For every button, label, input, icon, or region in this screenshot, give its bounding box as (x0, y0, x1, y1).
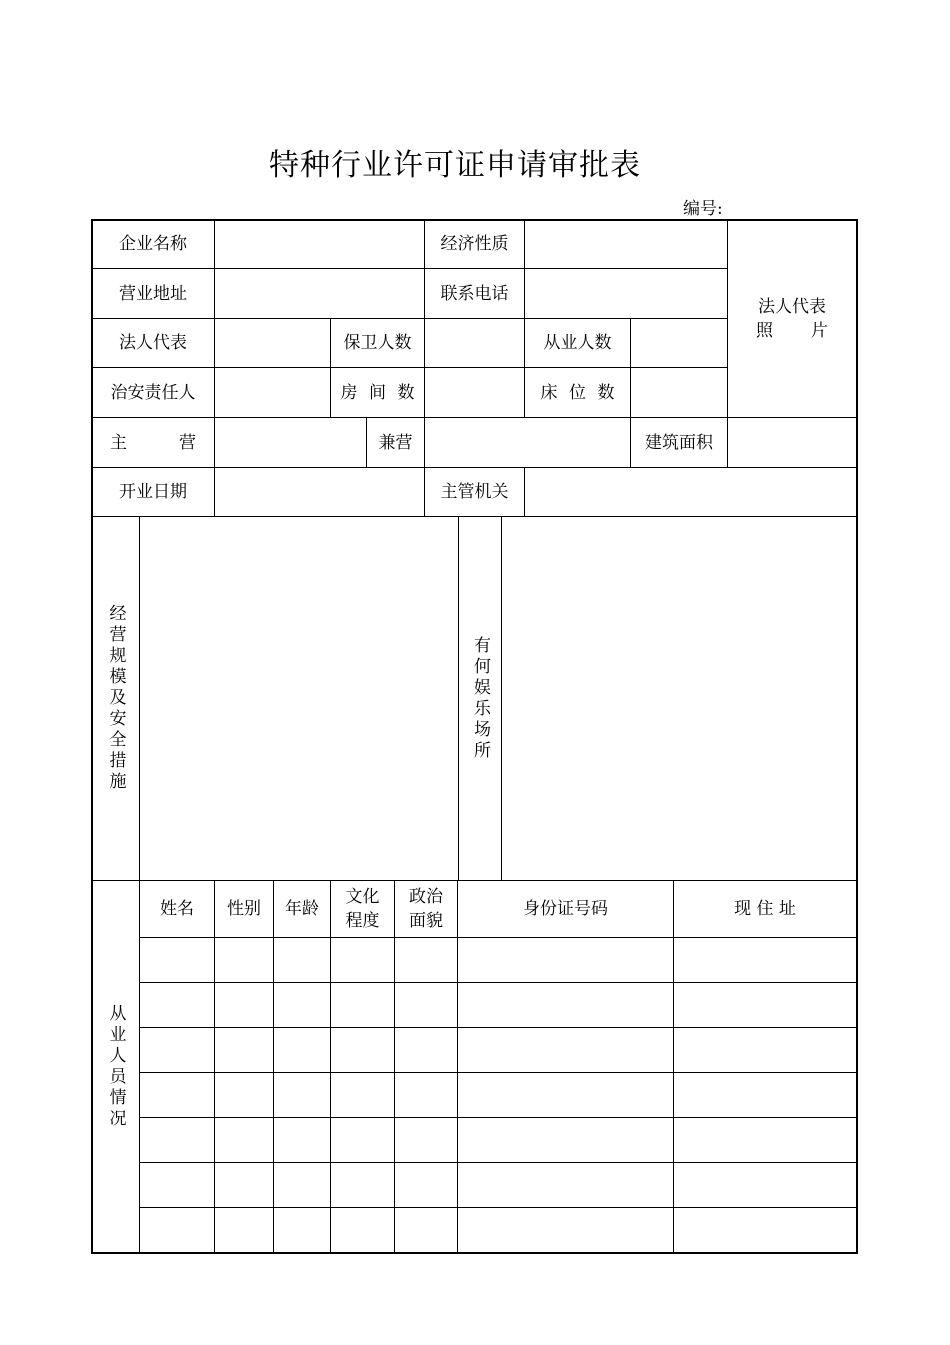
border-bottom (91, 1252, 858, 1254)
guard-count-field[interactable] (425, 319, 524, 367)
header-age: 年龄 (285, 899, 319, 919)
bed-count-field[interactable] (631, 368, 727, 417)
main-business-char: 主 (110, 432, 127, 453)
scale-security-text: 经营规模及安全措施 (105, 604, 126, 793)
opening-date-label: 开业日期 (119, 482, 187, 502)
legal-rep-label: 法人代表 (119, 333, 187, 353)
security-person-label: 治安责任人 (110, 382, 196, 403)
header-address: 现 住 址 (734, 899, 796, 919)
security-person-field[interactable] (215, 368, 330, 417)
form-title: 特种行业许可证申请审批表 (269, 148, 641, 183)
room-count-char: 数 (397, 382, 415, 403)
photo-char: 片 (811, 320, 828, 341)
bed-count-char: 位 (569, 382, 586, 403)
header-education: 文化 程度 (345, 887, 380, 931)
entertainment-text: 有何娱乐场所 (470, 635, 490, 762)
scale-security-label (92, 517, 139, 880)
entertainment-field[interactable] (502, 517, 856, 880)
h-line (139, 1162, 858, 1163)
photo-char: 照 (756, 320, 773, 341)
business-address-field[interactable] (215, 269, 424, 318)
enterprise-name-label: 企业名称 (119, 234, 187, 254)
h-line (139, 1027, 858, 1028)
opening-date-field[interactable] (215, 468, 424, 516)
h-line (139, 982, 858, 983)
h-line (139, 1117, 858, 1118)
staff-info-label (92, 881, 139, 1252)
building-area-field[interactable] (728, 418, 856, 467)
enterprise-name-field[interactable] (215, 220, 424, 268)
number-label: 编号: (683, 199, 723, 219)
staff-info-text: 从业人员情况 (105, 1003, 126, 1130)
h-line (139, 1207, 858, 1208)
h-line (139, 937, 858, 938)
photo-label-line2 (756, 319, 828, 343)
economic-nature-field[interactable] (525, 220, 727, 268)
guard-count-label: 保卫人数 (343, 333, 412, 353)
photo-label-line1: 法人代表 (758, 296, 826, 317)
header-political: 政治 面貌 (409, 887, 443, 931)
photo-box (728, 220, 856, 417)
room-count-char: 间 (369, 382, 386, 403)
room-count-label (331, 368, 424, 417)
bed-count-char: 数 (597, 382, 615, 403)
economic-nature-label: 经济性质 (440, 234, 509, 254)
contact-phone-field[interactable] (525, 269, 727, 318)
bed-count-char: 床 (540, 382, 558, 403)
main-business-char: 营 (179, 432, 196, 453)
building-area-label: 建筑面积 (645, 432, 713, 453)
contact-phone-label: 联系电话 (440, 283, 509, 304)
main-business-label (92, 418, 214, 467)
room-count-char: 房 (340, 382, 358, 403)
header-gender: 性别 (227, 899, 261, 919)
authority-label: 主管机关 (440, 482, 509, 502)
side-business-label: 兼营 (378, 432, 413, 453)
main-business-field[interactable] (215, 418, 366, 467)
h-line (139, 1072, 858, 1073)
room-count-field[interactable] (425, 368, 524, 417)
header-id-number: 身份证号码 (523, 899, 608, 919)
bed-count-label (525, 368, 630, 417)
staff-count-field[interactable] (631, 319, 727, 367)
legal-rep-field[interactable] (215, 319, 330, 367)
border-right (856, 219, 858, 1254)
scale-security-field[interactable] (140, 517, 458, 880)
header-name: 姓名 (160, 899, 194, 919)
entertainment-label (459, 517, 501, 880)
business-address-label: 营业地址 (119, 283, 187, 304)
staff-count-label: 从业人数 (543, 333, 612, 353)
side-business-field[interactable] (425, 418, 630, 467)
authority-field[interactable] (525, 468, 856, 516)
